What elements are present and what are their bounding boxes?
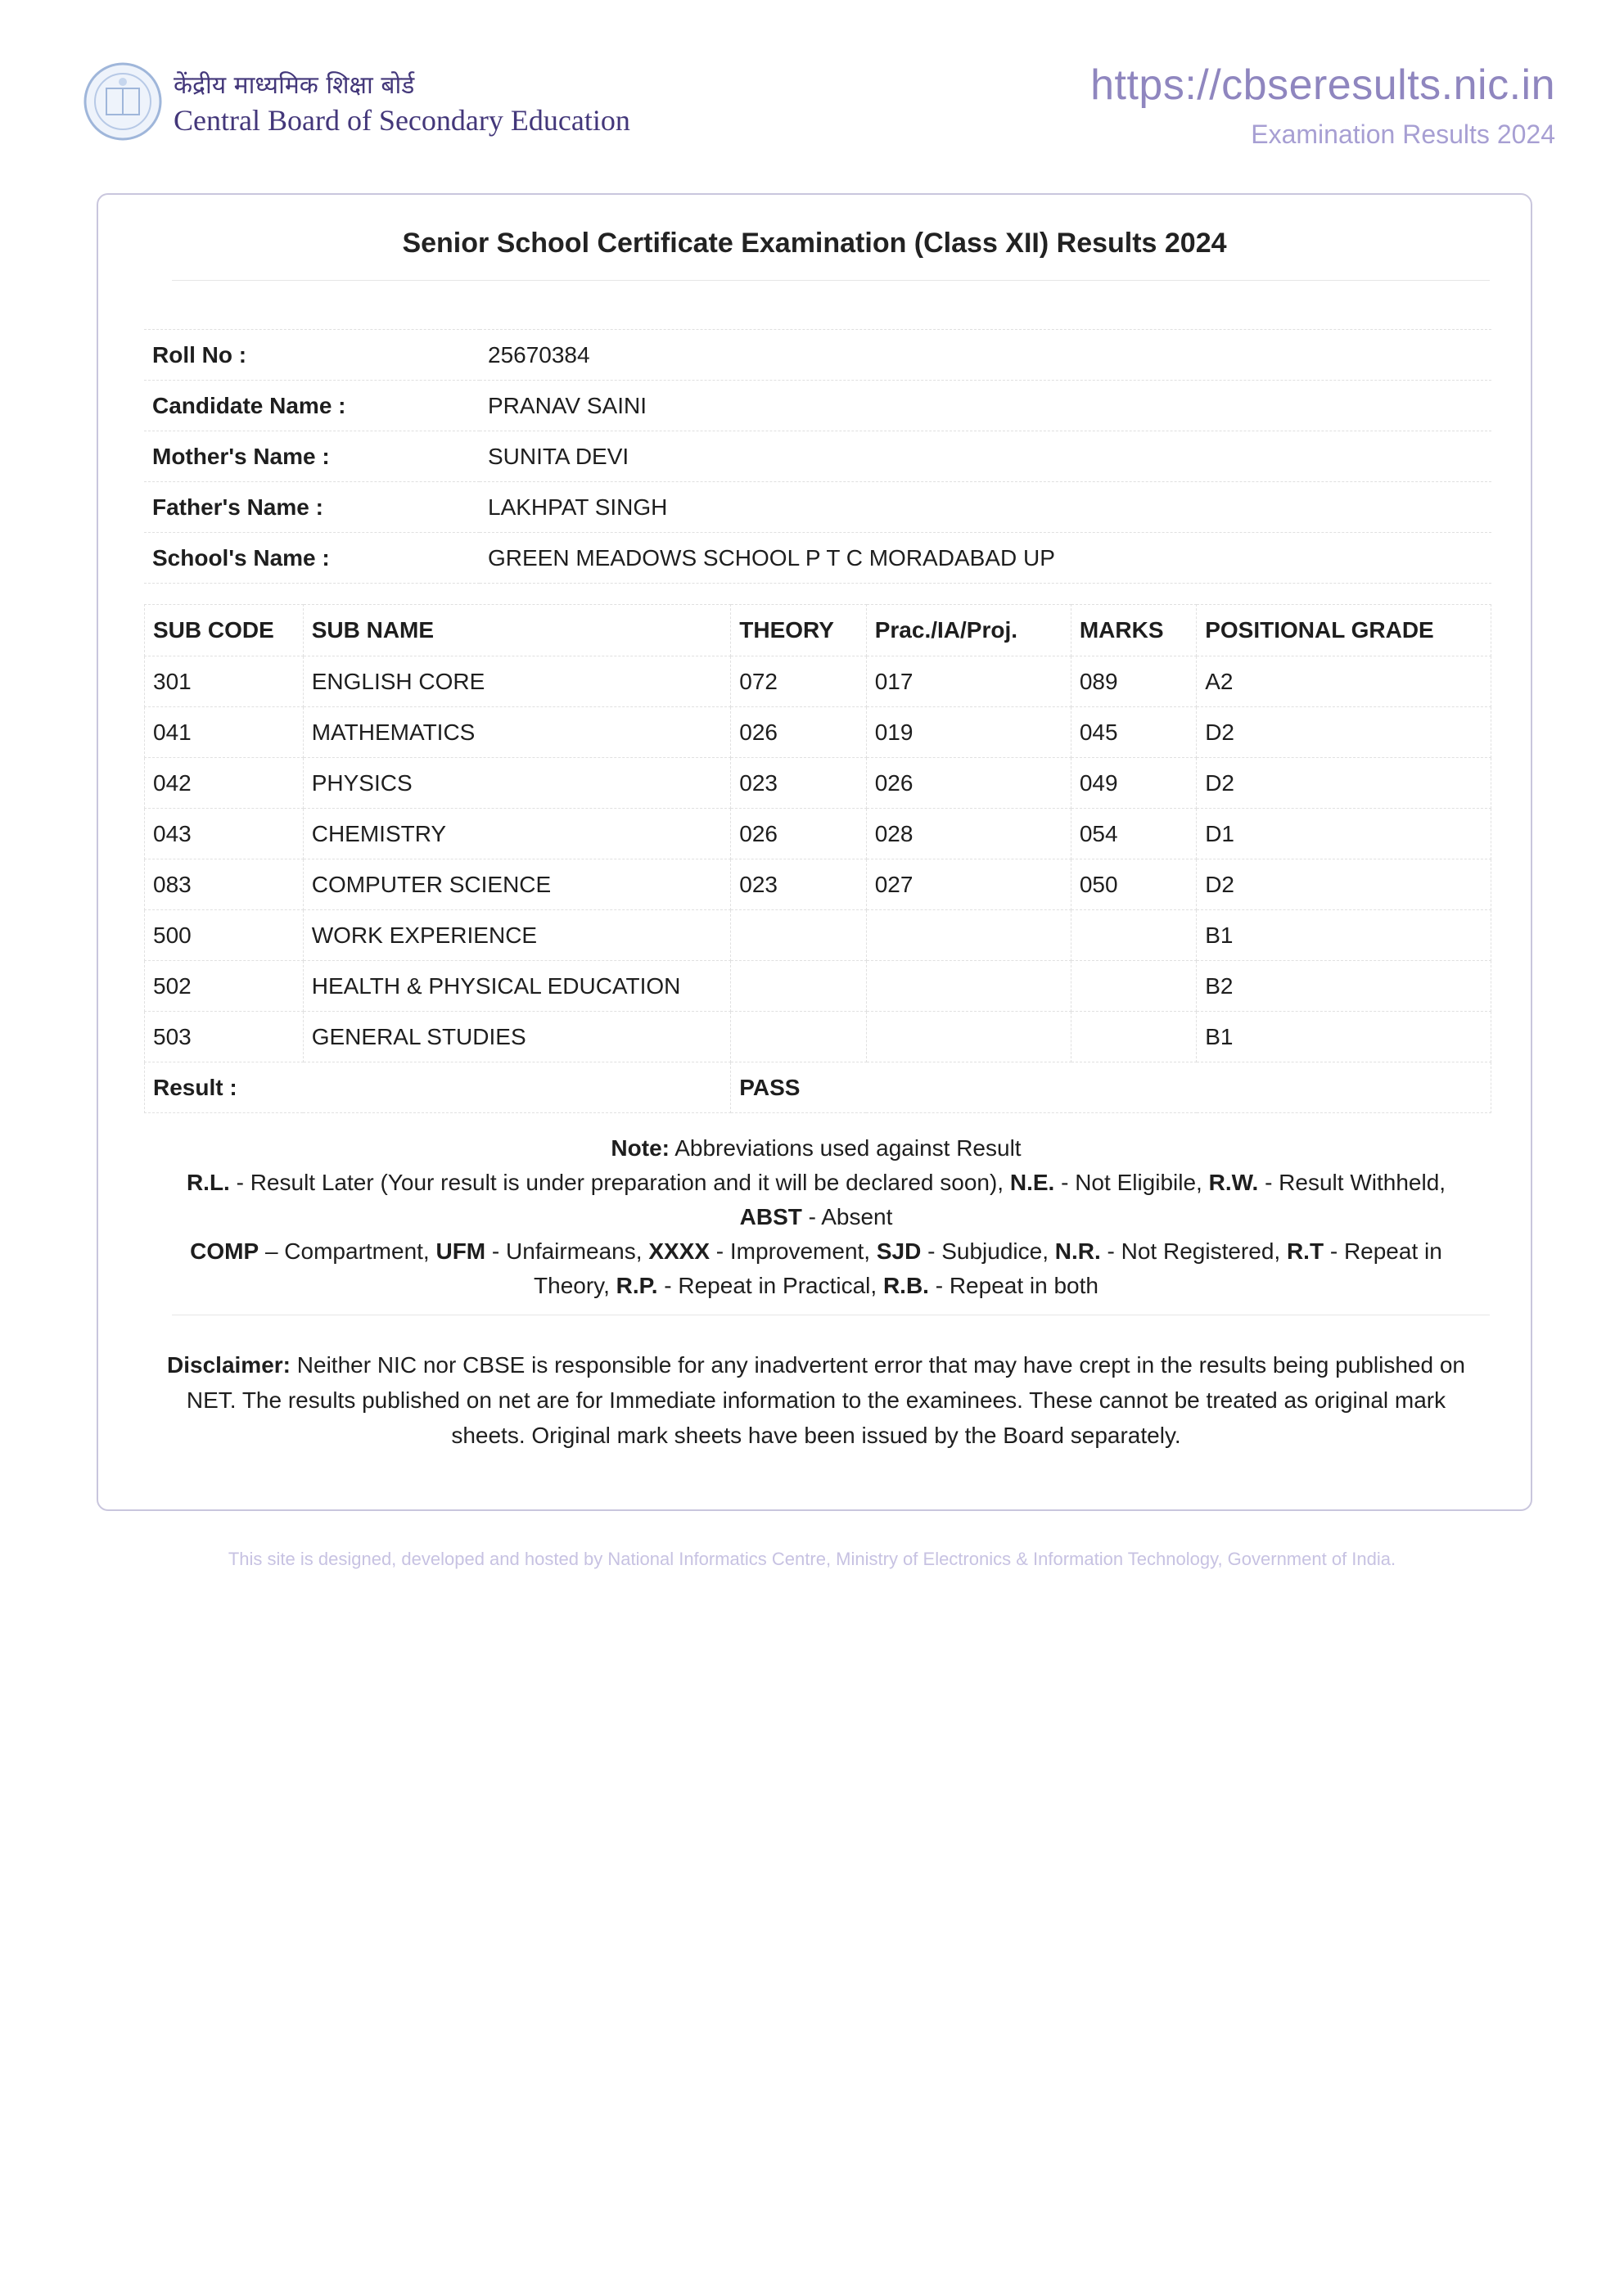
abbreviation-meaning: - Unfairmeans, [485,1238,649,1264]
field-value: PRANAV SAINI [480,381,1491,431]
result-value: PASS [731,1062,1491,1113]
table-cell: 502 [145,961,304,1012]
abbreviation-code: SJD [876,1238,922,1264]
table-cell: D2 [1197,758,1491,809]
table-row [145,1012,1491,1062]
site-url[interactable]: https://cbseresults.nic.in [1090,61,1555,109]
field-label: Roll No : [144,330,480,381]
table-cell: D1 [1197,809,1491,859]
table-cell: 019 [866,707,1071,758]
abbreviation-code: COMP [190,1238,259,1264]
note-heading: Note: [611,1135,670,1161]
table-cell [1071,910,1196,961]
result-row [145,1062,1491,1113]
table-cell [731,910,866,961]
table-cell: 083 [145,859,304,910]
table-cell: 026 [866,758,1071,809]
table-cell: WORK EXPERIENCE [303,910,731,961]
org-name-english: Central Board of Secondary Education [174,104,630,137]
table-cell: B1 [1197,910,1491,961]
table-row [145,910,1491,961]
table-cell: HEALTH & PHYSICAL EDUCATION [303,961,731,1012]
table-cell: 045 [1071,707,1196,758]
column-header: SUB NAME [303,605,731,656]
table-row [145,809,1491,859]
abbreviation-code: R.W. [1208,1170,1259,1195]
abbreviation-meaning: - Absent [801,1204,893,1229]
abbreviation-meaning: - Result Withheld, [1258,1170,1446,1195]
abbreviation-code: R.L. [186,1170,230,1195]
column-header: POSITIONAL GRADE [1197,605,1491,656]
abbreviation-meaning: - Repeat in Theory, [534,1238,1442,1298]
abbreviation-meaning: - Result Later (Your result is under preparation and it will be declared soon), [229,1170,1010,1195]
table-cell: 050 [1071,859,1196,910]
table-cell: 028 [866,809,1071,859]
abbreviation-code: ABST [739,1204,802,1229]
table-row [145,758,1491,809]
candidate-row [144,482,1491,533]
table-cell: 503 [145,1012,304,1062]
abbreviation-code: UFM [435,1238,486,1264]
candidate-row [144,330,1491,381]
table-cell: B2 [1197,961,1491,1012]
table-cell: CHEMISTRY [303,809,731,859]
field-label: School's Name : [144,533,480,584]
site-subtitle: Examination Results 2024 [1251,120,1555,149]
abbreviation-code: XXXX [648,1238,710,1264]
table-cell: 026 [731,809,866,859]
abbreviation-meaning: - Repeat in Practical, [657,1273,883,1298]
table-cell [1071,961,1196,1012]
field-label: Mother's Name : [144,431,480,482]
table-cell: D2 [1197,707,1491,758]
cbse-emblem-icon [82,61,164,142]
table-cell: B1 [1197,1012,1491,1062]
table-row [145,707,1491,758]
disclaimer [164,1347,1468,1453]
abbreviation-code: R.T [1286,1238,1324,1264]
table-cell: 023 [731,758,866,809]
candidate-info-table [144,329,1491,584]
table-cell: 042 [145,758,304,809]
abbreviation-code: N.E. [1009,1170,1055,1195]
abbreviation-meaning: – Compartment, [259,1238,436,1264]
abbreviation-meaning: - Repeat in both [928,1273,1098,1298]
disclaimer-label: Disclaimer: [167,1352,291,1378]
abbreviation-code: N.R. [1054,1238,1101,1264]
result-note [164,1131,1468,1303]
abbreviation-meaning: - Improvement, [710,1238,877,1264]
abbreviation-list [164,1166,1468,1303]
column-header: Prac./IA/Proj. [866,605,1071,656]
abbreviation-meaning: - Not Eligibile, [1054,1170,1209,1195]
abbreviation-meaning: - Not Registered, [1100,1238,1287,1264]
table-cell: 043 [145,809,304,859]
table-cell: 301 [145,656,304,707]
site-footer: This site is designed, developed and hosted by National Informatics Centre, Ministry of Electronics & Information Technology, Government of India. [228,1549,1396,1569]
page-header [82,57,1555,164]
divider [172,280,1490,281]
field-value: SUNITA DEVI [480,431,1491,482]
table-cell [731,961,866,1012]
table-cell: D2 [1197,859,1491,910]
table-cell: 023 [731,859,866,910]
column-header: THEORY [731,605,866,656]
table-cell: COMPUTER SCIENCE [303,859,731,910]
table-cell [1071,1012,1196,1062]
marks-header-row [145,605,1491,656]
table-cell: A2 [1197,656,1491,707]
field-label: Candidate Name : [144,381,480,431]
table-cell: 041 [145,707,304,758]
result-card [97,193,1532,1511]
table-cell: MATHEMATICS [303,707,731,758]
field-value: GREEN MEADOWS SCHOOL P T C MORADABAD UP [480,533,1491,584]
table-cell: 089 [1071,656,1196,707]
marks-table [144,604,1491,1113]
abbreviation-code: R.B. [882,1273,929,1298]
org-name-hindi: केंद्रीय माध्यमिक शिक्षा बोर्ड [174,71,415,100]
table-row [145,656,1491,707]
table-cell: PHYSICS [303,758,731,809]
table-cell [731,1012,866,1062]
column-header: SUB CODE [145,605,304,656]
candidate-row [144,431,1491,482]
table-cell: 054 [1071,809,1196,859]
table-row [145,859,1491,910]
candidate-row [144,533,1491,584]
table-cell: 049 [1071,758,1196,809]
note-heading-text: Abbreviations used against Result [669,1135,1022,1161]
table-cell [866,1012,1071,1062]
candidate-row [144,381,1491,431]
table-cell: 026 [731,707,866,758]
field-value: LAKHPAT SINGH [480,482,1491,533]
field-label: Father's Name : [144,482,480,533]
table-cell: ENGLISH CORE [303,656,731,707]
table-cell: GENERAL STUDIES [303,1012,731,1062]
column-header: MARKS [1071,605,1196,656]
disclaimer-text: Neither NIC nor CBSE is responsible for any inadvertent error that may have crept in the results being published on NET. The results published on net are for Immediate information to the examinees. These cannot be treated as original mark sheets. Original mark sheets have been issued by the Board separately. [186,1352,1465,1448]
table-cell: 017 [866,656,1071,707]
table-cell: 072 [731,656,866,707]
table-cell: 500 [145,910,304,961]
field-value: 25670384 [480,330,1491,381]
table-cell: 027 [866,859,1071,910]
table-cell [866,910,1071,961]
result-label: Result : [145,1062,731,1113]
table-row [145,961,1491,1012]
abbreviation-meaning: - Subjudice, [921,1238,1055,1264]
exam-title: Senior School Certificate Examination (Class XII) Results 2024 [402,228,1227,259]
table-cell [866,961,1071,1012]
abbreviation-code: R.P. [616,1273,658,1298]
